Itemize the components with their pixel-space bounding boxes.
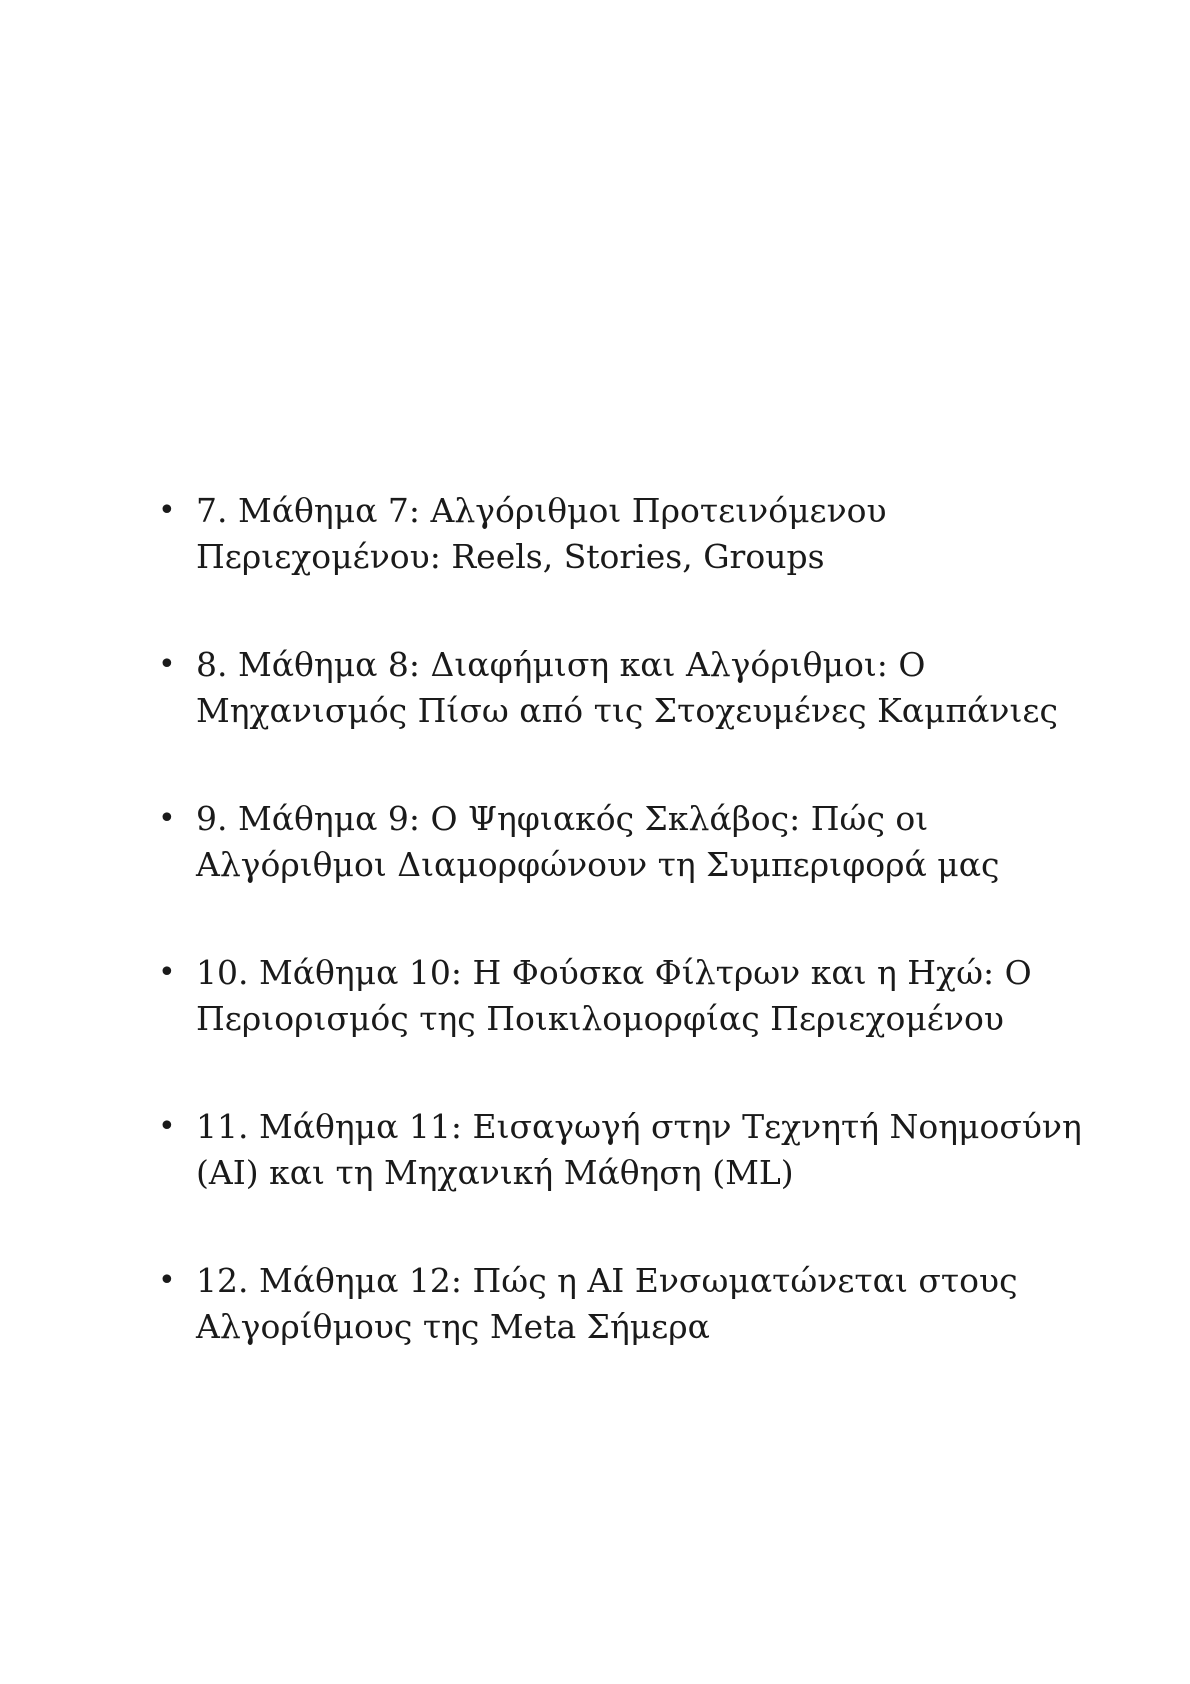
lesson-title-line: Μηχανισμός Πίσω από τις Στοχευμένες Καμπάνιες [196, 691, 1059, 730]
lesson-title-line: 8. Μάθημα 8: Διαφήμιση και Αλγόριθμοι: Ο [196, 645, 926, 684]
bullet-icon: • [158, 1109, 176, 1144]
lesson-title-line: Αλγορίθμους της Meta Σήμερα [196, 1307, 710, 1346]
lesson-title-line: 10. Μάθημα 10: Η Φούσκα Φίλτρων και η Ηχώ: Ο [196, 953, 1032, 992]
bullet-icon: • [158, 955, 176, 990]
bullet-icon: • [158, 647, 176, 682]
lesson-title-line: Περιορισμός της Ποικιλομορφίας Περιεχομένου [196, 999, 1004, 1038]
lesson-title-line: 7. Μάθημα 7: Αλγόριθμοι Προτεινόμενου [196, 491, 887, 530]
list-item [158, 642, 1058, 734]
list-item [158, 950, 1058, 1042]
lesson-title-line: 11. Μάθημα 11: Εισαγωγή στην Τεχνητή Νοημοσύνη [196, 1107, 1082, 1146]
lesson-list [158, 488, 1082, 1350]
bullet-icon: • [158, 801, 176, 836]
lesson-title-line: 12. Μάθημα 12: Πώς η AI Ενσωματώνεται στους [196, 1261, 1018, 1300]
bullet-icon: • [158, 1263, 176, 1298]
list-item [158, 796, 1058, 888]
bullet-icon: • [158, 493, 176, 528]
list-item [158, 488, 1058, 580]
lesson-title-line: Περιεχομένου: Reels, Stories, Groups [196, 537, 825, 576]
lesson-title-line: 9. Μάθημα 9: Ο Ψηφιακός Σκλάβος: Πώς οι [196, 799, 929, 838]
lesson-title-line: (AI) και τη Μηχανική Μάθηση (ML) [196, 1153, 794, 1192]
list-item [158, 1258, 1058, 1350]
list-item [158, 1104, 1082, 1196]
lesson-title-line: Αλγόριθμοι Διαμορφώνουν τη Συμπεριφορά μας [196, 845, 1000, 884]
